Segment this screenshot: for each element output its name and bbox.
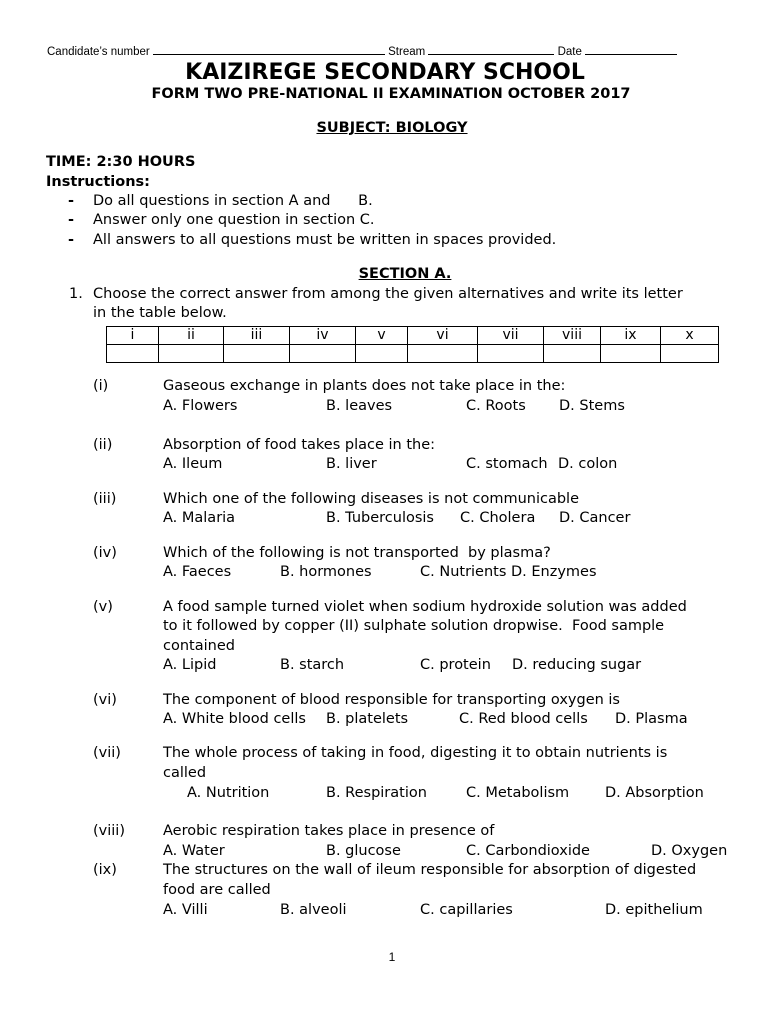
option-c: C. Cholera	[460, 510, 536, 526]
option-a: A. Water	[163, 843, 225, 859]
instruction-text: Answer only one question in section C.	[93, 212, 375, 228]
option-d: D. Absorption	[605, 785, 704, 801]
question-stem: The whole process of taking in food, digesting it to obtain nutrients is	[163, 745, 668, 761]
option-b: B. liver	[326, 456, 377, 472]
option-a: A. Faeces	[163, 564, 232, 580]
option-b: B. hormones	[280, 564, 372, 580]
page-number: 1	[388, 950, 396, 964]
answer-cell[interactable]	[107, 345, 159, 363]
answer-cell[interactable]	[159, 345, 224, 363]
answer-table-header: viii	[544, 327, 601, 345]
instruction-bullet: -	[68, 212, 75, 228]
candidate-number-blank	[153, 44, 385, 55]
instruction-bullet: -	[68, 232, 75, 248]
option-d: D. epithelium	[605, 902, 703, 918]
answer-table-header: iii	[224, 327, 290, 345]
option-c: C. Metabolism	[466, 785, 570, 801]
question-stem: Gaseous exchange in plants does not take place in the:	[163, 378, 566, 394]
question-number: (iii)	[93, 491, 117, 507]
answer-cell[interactable]	[356, 345, 408, 363]
option-d: D. reducing sugar	[512, 657, 642, 673]
question-stem: called	[163, 765, 207, 781]
candidate-number-label: Candidate’s number	[47, 46, 150, 58]
answer-table-header: x	[661, 327, 719, 345]
option-a: A. Ileum	[163, 456, 223, 472]
answer-table-answer-row	[107, 345, 719, 363]
question-stem: contained	[163, 638, 235, 654]
option-b: B. alveoli	[280, 902, 347, 918]
candidate-info-line	[47, 44, 677, 58]
answer-table-header: i	[107, 327, 159, 345]
instruction-bullet: -	[68, 193, 75, 209]
answer-table	[106, 326, 719, 363]
question-stem: to it followed by copper (II) sulphate solution dropwise. Food sample	[163, 618, 665, 634]
answer-cell[interactable]	[544, 345, 601, 363]
question-number: (viii)	[93, 823, 125, 839]
option-c: C. Roots	[466, 398, 526, 414]
option-b: B. Tuberculosis	[326, 510, 434, 526]
question-number: (ix)	[93, 862, 117, 878]
answer-table-header: ix	[601, 327, 661, 345]
answer-table-header: ii	[159, 327, 224, 345]
option-c: C. stomach	[466, 456, 548, 472]
option-a: A. White blood cells	[163, 711, 306, 727]
question-stem: The component of blood responsible for transporting oxygen is	[163, 692, 620, 708]
answer-table-header: iv	[290, 327, 356, 345]
instructions-title: Instructions:	[46, 174, 150, 190]
question-number: (ii)	[93, 437, 113, 453]
option-b: B. glucose	[326, 843, 401, 859]
question-1-number: 1.	[69, 286, 83, 302]
question-number: (v)	[93, 599, 113, 615]
question-number: (vii)	[93, 745, 121, 761]
question-stem: Which of the following is not transported by plasma?	[163, 545, 551, 561]
option-a: A. Villi	[163, 902, 208, 918]
question-stem: Absorption of food takes place in the:	[163, 437, 436, 453]
option-a: A. Nutrition	[187, 785, 270, 801]
option-d: D. Enzymes	[511, 564, 597, 580]
answer-table-header: vii	[478, 327, 544, 345]
stream-blank	[428, 44, 554, 55]
option-b: B. platelets	[326, 711, 409, 727]
option-b: B. Respiration	[326, 785, 427, 801]
option-d: D. Stems	[559, 398, 625, 414]
instruction-text: Do all questions in section A and B.	[93, 193, 373, 209]
question-number: (iv)	[93, 545, 117, 561]
option-d: D. Oxygen	[651, 843, 728, 859]
option-b: B. leaves	[326, 398, 393, 414]
answer-table-header: vi	[408, 327, 478, 345]
question-stem: The structures on the wall of ileum responsible for absorption of digested	[163, 862, 697, 878]
question-stem: food are called	[163, 882, 271, 898]
option-c: C. protein	[420, 657, 491, 673]
answer-cell[interactable]	[601, 345, 661, 363]
answer-cell[interactable]	[290, 345, 356, 363]
option-c: C. Carbondioxide	[466, 843, 590, 859]
option-a: A. Flowers	[163, 398, 238, 414]
section-a-title: SECTION A.	[358, 266, 452, 282]
answer-cell[interactable]	[478, 345, 544, 363]
question-number: (vi)	[93, 692, 117, 708]
answer-table-header: v	[356, 327, 408, 345]
option-d: D. colon	[558, 456, 618, 472]
answer-cell[interactable]	[661, 345, 719, 363]
question-stem: Which one of the following diseases is not communicable	[163, 491, 579, 507]
answer-table-header-row	[107, 327, 719, 345]
subject-title: SUBJECT: BIOLOGY	[316, 120, 468, 136]
option-b: B. starch	[280, 657, 345, 673]
question-number: (i)	[93, 378, 109, 394]
option-c: C. Nutrients	[420, 564, 507, 580]
instruction-text: All answers to all questions must be written in spaces provided.	[93, 232, 557, 248]
time-allowed: TIME: 2:30 HOURS	[46, 154, 196, 170]
stream-label: Stream	[388, 46, 426, 58]
answer-cell[interactable]	[408, 345, 478, 363]
option-a: A. Malaria	[163, 510, 236, 526]
question-stem: A food sample turned violet when sodium hydroxide solution was added	[163, 599, 687, 615]
option-d: D. Cancer	[559, 510, 631, 526]
date-blank	[585, 44, 677, 55]
option-c: C. Red blood cells	[459, 711, 588, 727]
option-a: A. Lipid	[163, 657, 217, 673]
answer-cell[interactable]	[224, 345, 290, 363]
school-name: KAIZIREGE SECONDARY SCHOOL	[185, 60, 585, 85]
exam-title: FORM TWO PRE-NATIONAL II EXAMINATION OCTOBER 2017	[151, 86, 631, 102]
option-d: D. Plasma	[615, 711, 688, 727]
question-1-text: Choose the correct answer from among the given alternatives and write its letter	[93, 286, 683, 302]
option-c: C. capillaries	[420, 902, 513, 918]
question-stem: Aerobic respiration takes place in presence of	[163, 823, 495, 839]
date-label: Date	[557, 46, 582, 58]
question-1-text: in the table below.	[93, 305, 227, 321]
